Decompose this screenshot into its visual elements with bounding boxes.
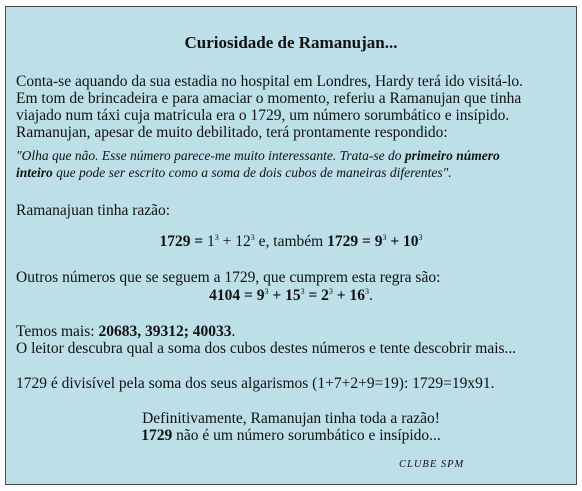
page-title: Curiosidade de Ramanujan... bbox=[184, 33, 398, 52]
story-line: Ramanujan, apesar de muito debilitado, terá prontamente respondido: bbox=[16, 124, 448, 141]
divisivel-line: 1729 é divisível pela soma dos seus algarismos (1+7+2+9=19): 1729=19x91. bbox=[16, 375, 495, 392]
final-line-1: Definitivamente, Ramanujan tinha toda a razão! bbox=[142, 410, 440, 427]
equation-4104: $4104 = 9^3 + 15^3 = 2^3 + 16^3$. bbox=[209, 286, 373, 304]
razao-text: Ramanajuan tinha razão: bbox=[16, 202, 171, 219]
story-line: viajado num táxi cuja matricula era o 1729, um número sorumbático e insípido. bbox=[16, 107, 510, 124]
outros-text: Outros números que se seguem a 1729, que cumprem esta regra são: bbox=[16, 269, 441, 286]
equation-1729: $1729 = 1^3 + 12^3$ e, também $1729 = 9^3 + 10^3$ bbox=[159, 232, 423, 250]
temos-mais-line: Temos mais: 20683, 39312; 40033. bbox=[16, 323, 236, 340]
curiosity-card bbox=[5, 6, 577, 485]
quote-line-2: inteiro que pode ser escrito como a soma de dois cubos de maneiras diferentes". bbox=[16, 165, 452, 180]
signature: CLUBE SPM bbox=[399, 459, 465, 470]
leitor-line: O leitor descubra qual a soma dos cubos destes números e tente descobrir mais... bbox=[16, 340, 517, 357]
story-line: Conta-se aquando da sua estadia no hospital em Londres, Hardy terá ido visitá-lo. bbox=[16, 73, 524, 90]
quote-line-1: "Olha que não. Esse número parece-me muito interessante. Trata-se do primeiro número bbox=[16, 148, 500, 163]
story-line: Em tom de brincadeira e para amaciar o momento, referiu a Ramanujan que tinha bbox=[16, 90, 522, 107]
final-line-2: 1729 não é um número sorumbático e insípido... bbox=[141, 427, 441, 444]
